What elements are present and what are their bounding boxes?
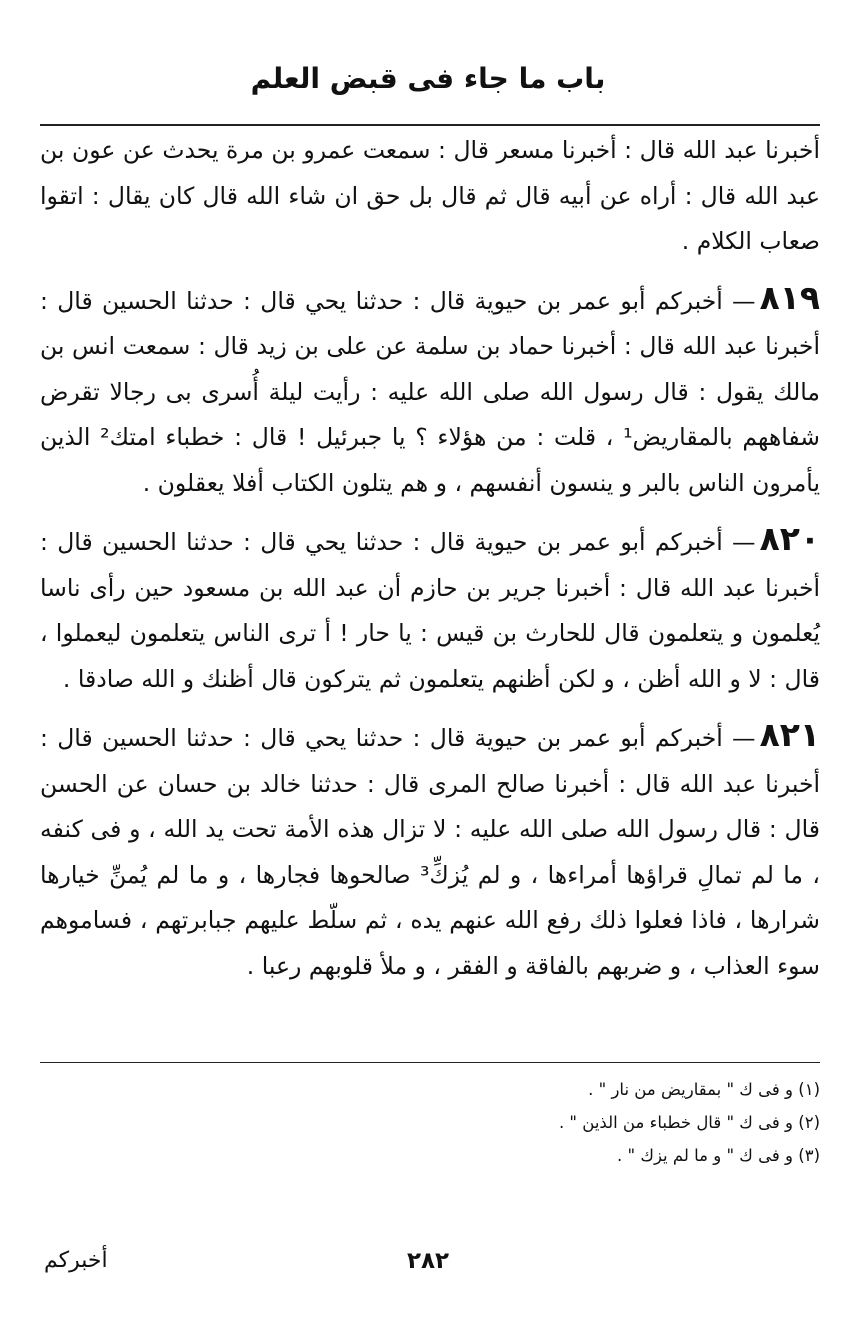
footnote-divider xyxy=(40,1062,820,1063)
page-number: ٢٨٢ xyxy=(406,1248,450,1274)
paragraph-text: أخبرنا عبد الله قال : أخبرنا مسعر قال : سمعت عمرو بن مرة يحدث عن عون بن عبد الله قال : أراه عن أبيه قال ثم قال بل حق ان شاء الله قال كان يقال : اتقوا صعاب الكلام . xyxy=(40,136,820,255)
header-divider xyxy=(40,124,820,126)
hadith-number: ٨٢٠ xyxy=(759,519,820,558)
paragraph-text: — أخبركم أبو عمر بن حيوية قال : حدثنا يحي قال : حدثنا الحسين قال : أخبرنا عبد الله قال : أخبرنا جرير بن حازم أن عبد الله بن مسعود حين رأى ناسا يُعلمون و يتعلمون قال للحارث بن قيس : يا حار ! أ ترى الناس يتعلمون ليعملوا ، قال : لا و الله أظن ، و لكن أظنهم يتعلمون ثم يتركون قال أظنك و الله صادقا . xyxy=(40,528,820,693)
paragraph-text: — أخبركم أبو عمر بن حيوية قال : حدثنا يحي قال : حدثنا الحسين قال : أخبرنا عبد الله قال : أخبرنا صالح المرى قال : حدثنا خالد بن حسان عن الحسن قال : قال رسول الله صلى الله عليه : لا تزال هذه الأمة تحت يد الله ، و فى كنفه ، ما لم تمالِ قراؤها أمراءها ، و لم يُزكِّ³ صالحوها فجارها ، و ما لم يُمنِّ خيارها شرارها ، فاذا فعلوا ذلك رفع الله عنهم يده ، ثم سلّط عليهم جبابرتهم ، فساموهم سوء العذاب ، و ضربهم بالفاقة و الفقر ، و ملأ قلوبهم رعبا . xyxy=(40,724,820,980)
paragraph-text: — أخبركم أبو عمر بن حيوية قال : حدثنا يحي قال : حدثنا الحسين قال : أخبرنا عبد الله قال : أخبرنا حماد بن سلمة عن على بن زيد قال : سمعت انس بن مالك يقول : قال رسول الله صلى الله عليه : رأيت ليلة أُسرى بى رجالا تقرض شفاههم بالمقاريض¹ ، قلت : من هؤلاء ؟ يا جبرئيل ! قال : خطباء امتك² الذين يأمرون الناس بالبر و ينسون أنفسهم ، و هم يتلون الكتاب أفلا يعقلون . xyxy=(40,286,820,497)
hadith-819 xyxy=(40,275,820,507)
footnote-2: (٢) و فى ك " قال خطباء من الذين " . xyxy=(558,1113,820,1132)
footnote-1: (١) و فى ك " بمقاريض من نار " . xyxy=(588,1080,820,1099)
chapter-title: باب ما جاء فى قبض العلم xyxy=(250,62,606,95)
main-text xyxy=(40,128,820,989)
footnotes xyxy=(40,1073,820,1172)
hadith-number: ٨٢١ xyxy=(759,715,820,754)
hadith-number: ٨١٩ xyxy=(759,277,820,317)
hadith-820 xyxy=(40,516,820,702)
catchword: أخبركم xyxy=(44,1248,108,1273)
footnote-3: (٣) و فى ك " و ما لم يزك " . xyxy=(617,1146,820,1165)
hadith-821 xyxy=(40,712,820,989)
paragraph-continuation xyxy=(40,128,820,265)
